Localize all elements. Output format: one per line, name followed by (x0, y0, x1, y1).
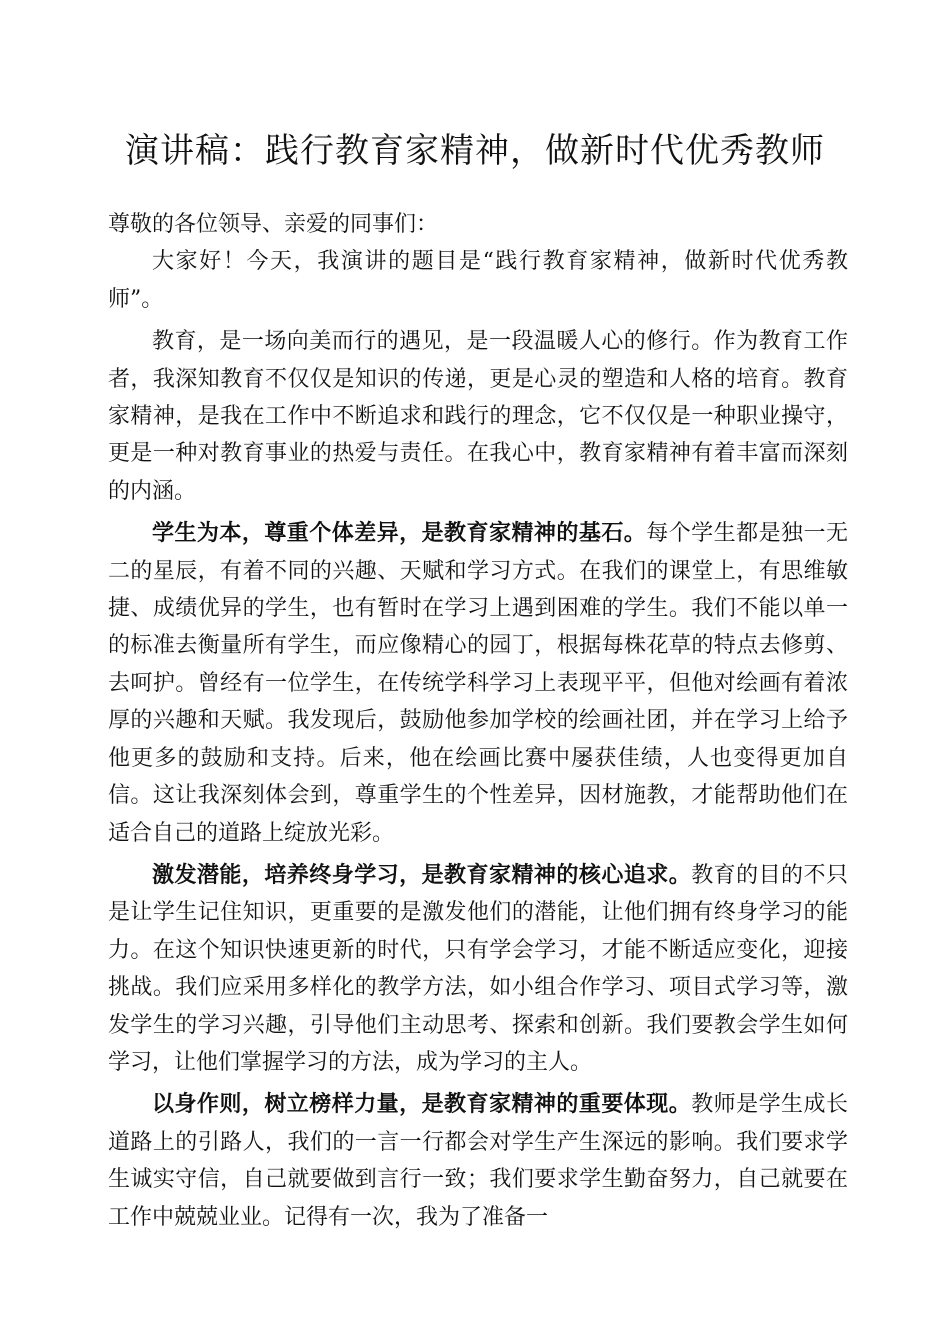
paragraph-lead: 以身作则，树立榜样力量，是教育家精神的重要体现。 (152, 1091, 692, 1118)
paragraph-lead: 学生为本，尊重个体差异，是教育家精神的基石。 (152, 520, 647, 547)
paragraph-text: 教师是学生成长道路上的引路人，我们的一言一行都会对学生产生深远的影响。我们要求学生诚实守信，自己就要做到言行一致；我们要求学生勤奋努力，自己就要在工作中兢兢业业。记得有一次，我为了准备一 (108, 1092, 848, 1230)
paragraph-lead: 激发潜能，培养终身学习，是教育家精神的核心追求。 (152, 861, 692, 888)
paragraph-greeting (108, 243, 848, 318)
document-title: 演讲稿：践行教育家精神，做新时代优秀教师 (125, 131, 825, 171)
salutation: 尊敬的各位领导、亲爱的同事们： (108, 212, 439, 237)
paragraph-text: 每个学生都是独一无二的星辰，有着不同的兴趣、天赋和学习方式。在我们的课堂上，有思维敏捷、成绩优异的学生，也有暂时在学习上遇到困难的学生。我们不能以单一的标准去衡量所有学生，而应像精心的园丁，根据每株花草的特点去修剪、去呵护。曾经有一位学生，在传统学科学习上表现平平，但他对绘画有着浓厚的兴趣和天赋。我发现后，鼓励他参加学校的绘画社团，并在学习上给予他更多的鼓励和支持。后来，他在绘画比赛中屡获佳绩，人也变得更加自信。这让我深刻体会到，尊重学生的个性差异，因材施教，才能帮助他们在适合自己的道路上绽放光彩。 (108, 521, 848, 846)
paragraph-student-centered (108, 515, 848, 852)
document-body (108, 206, 848, 1241)
paragraph-lifelong-learning (108, 857, 848, 1081)
paragraph-text: 教育的目的不只是让学生记住知识，更重要的是激发他们的潜能，让他们拥有终身学习的能力。在这个知识快速更新的时代，只有学会学习，才能不断适应变化，迎接挑战。我们应采用多样化的教学方法，如小组合作学习、项目式学习等，激发学生的学习兴趣，引导他们主动思考、探索和创新。我们要教会学生如何学习，让他们掌握学习的方法，成为学习的主人。 (108, 862, 848, 1075)
paragraph-text: 教育，是一场向美而行的遇见，是一段温暖人心的修行。作为教育工作者，我深知教育不仅仅是知识的传递，更是心灵的塑造和人格的培育。教育家精神，是我在工作中不断追求和践行的理念，它不仅仅是一种职业操守，更是一种对教育事业的热爱与责任。在我心中，教育家精神有着丰富而深刻的内涵。 (108, 329, 848, 504)
paragraph-role-model (108, 1086, 848, 1236)
paragraph-intro (108, 323, 848, 510)
paragraph-text: 大家好！今天，我演讲的题目是“践行教育家精神，做新时代优秀教师”。 (108, 249, 848, 312)
